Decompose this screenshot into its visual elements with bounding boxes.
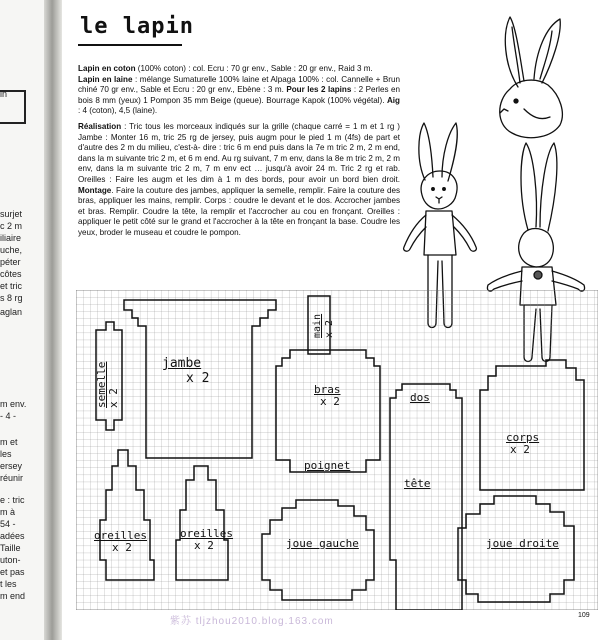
left-page-text-fragment: péter [0, 257, 21, 267]
label-main-text: main [312, 313, 323, 338]
left-page-text-fragment: ersey [0, 461, 23, 471]
left-page-text-fragment: t les [0, 579, 17, 589]
label-joue-gauche [286, 538, 359, 550]
left-page-text-fragment: adées [0, 531, 25, 541]
left-page-text-fragment: 54 - [0, 519, 16, 529]
left-page-text-fragment: réunir [0, 473, 24, 483]
left-page-text-fragment: m à [0, 507, 16, 517]
left-page-text-fragment: uche, [0, 245, 23, 255]
left-page-text-fragment: uton- [0, 555, 21, 565]
wool-text: : mélange Sumaturelle 100% laine et Alpaga 100% : col. Cannelle + Brun chiné 70 gr env., Sable et Ecru : 20 gr env., Ebène : 3 m. [78, 74, 400, 95]
needle-label: Aig [386, 95, 400, 105]
left-page-text-fragment: in [0, 89, 8, 99]
label-corps-count: x 2 [510, 443, 530, 456]
realisation-label: Réalisation [78, 122, 122, 131]
label-dos [410, 392, 430, 404]
left-page-text-fragment: côtes [0, 269, 22, 279]
label-poignet [304, 460, 350, 472]
left-page-text-fragment: m end [0, 591, 26, 601]
label-dos-text: dos [410, 391, 430, 404]
both-label: Pour les 2 lapins [286, 85, 352, 95]
left-page-text-fragment: m env. [0, 399, 27, 409]
montage-text: . Faire la couture des jambes, appliquer la semelle, remplir. Faire la couture des bras, appliquer les mains, remplir. Corps : coudre le devant et le dos. Accrocher jambes et bras. Remplir. Coudre la tête, la remplir et l'accrocher au cou en fronçant. Oreilles : appliquer le petit côté sur le grand et l'accrocher à la tête en fronçant la base. Coudre les yeux, broder le museau et coudre le pompon. [78, 185, 400, 237]
wool-label: Lapin en laine [78, 74, 133, 84]
left-page-text-fragment: les [0, 449, 12, 459]
label-corps-text: corps [506, 431, 540, 444]
label-jambe-count: x 2 [186, 371, 210, 386]
realisation-paragraph [78, 122, 400, 239]
label-corps [506, 432, 539, 456]
label-oreilles-2-count: x 2 [194, 539, 214, 552]
label-tete-text: tête [404, 477, 431, 490]
label-oreilles-1-count: x 2 [112, 541, 132, 554]
page-title: le lapin [80, 14, 194, 39]
label-oreilles-1-text: oreilles [94, 529, 147, 542]
left-page-text-fragment: c 2 m [0, 221, 23, 231]
label-jambe [162, 356, 209, 386]
book-gutter [44, 0, 62, 640]
label-jambe-text: jambe [162, 356, 202, 371]
label-joue-droite-text: joue droite [486, 537, 559, 550]
left-page-text-fragment: m et [0, 437, 18, 447]
left-page-text-fragment: aglan [0, 307, 23, 317]
cotton-label: Lapin en coton [78, 64, 136, 73]
label-joue-droite [486, 538, 559, 550]
needle-text: : 4 (coton), 4,5 (laine). [78, 106, 158, 116]
left-page-text-fragment: iliaire [0, 233, 22, 243]
left-page-text-fragment: s 8 rg [0, 293, 23, 303]
label-bras [314, 384, 341, 408]
page-number: 109 [578, 612, 590, 619]
left-page-text-fragment: et pas [0, 567, 25, 577]
realisation-text: : Tric tous les morceaux indiqués sur la grille (chaque carré = 1 m et 1 rg ) Jambe : Monter 16 m, tric 25 rg de jersey, puis augm pour le pied 1 m (4fs) de part et d'autre des 2 m du milieu, c'est-à- dire : tric 6 m end puis dans la 7e m tric 2 m, 2 m end, dans la m suivante tric 2 m, et 6 m end. Au rg suivant, 7 m env, dans la 8e m tric 2 m, 2 m env, dans la m suivante tric 2 m, 7 m env ect … jusqu'à avoir 24 m. Tric 2 rg et rab. Oreilles : Faire les augm et les dim à 1 m des bords, pour avoir un bord bien droit. [78, 122, 400, 184]
label-bras-count: x 2 [320, 395, 340, 408]
label-oreilles-2 [180, 528, 233, 552]
title-underline [78, 44, 182, 46]
label-main [312, 314, 336, 338]
label-bras-text: bras [314, 383, 341, 396]
cotton-text: (100% coton) : col. Ecru : 70 gr env., Sable : 20 gr env., Raid 3 m. [135, 64, 373, 73]
rabbit-head-illustration [500, 17, 563, 138]
left-page-text-fragment: Taille [0, 543, 21, 553]
montage-label: Montage [78, 185, 112, 195]
label-semelle-text: semelle [95, 361, 108, 408]
label-tete [404, 478, 431, 490]
left-page-text-fragment: - 4 - [0, 411, 17, 421]
both-text: : 2 Perles en bois 8 mm (yeux) 1 Pompon 35 mm Beige (queue). Bourrage Kapok (100% végétal). [78, 85, 400, 105]
materials-paragraph [78, 64, 400, 117]
left-page-text-fragment: et tric [0, 281, 23, 291]
label-semelle-count: x 2 [107, 388, 120, 408]
left-page-text-fragment: e : tric [0, 495, 25, 505]
label-oreilles-1 [94, 530, 147, 554]
label-oreilles-2-text: oreilles [180, 527, 233, 540]
watermark: 紫苏 tljzhou2010.blog.163.com [170, 616, 334, 627]
label-joue-gauche-text: joue gauche [286, 537, 359, 550]
left-page-text-fragment: surjet [0, 209, 23, 219]
label-main-count: x 2 [324, 319, 335, 338]
label-semelle [96, 362, 120, 408]
label-poignet-text: poignet [304, 459, 351, 472]
